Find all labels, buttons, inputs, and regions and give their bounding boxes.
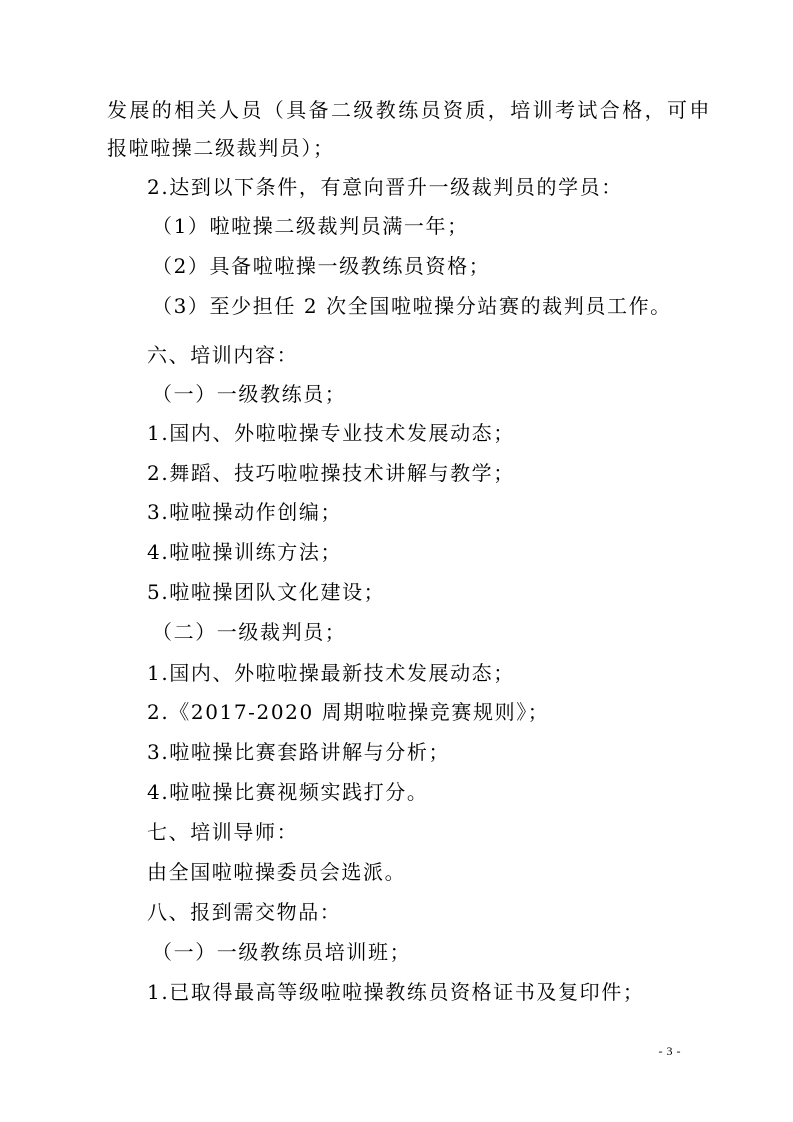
numbered-item: 1.已取得最高等级啦啦操教练员资格证书及复印件； bbox=[147, 980, 645, 1004]
numbered-item: 4.啦啦操训练方法； bbox=[147, 540, 343, 564]
body-text-line: 报啦啦操二级裁判员）； bbox=[107, 136, 335, 160]
numbered-item: 1.国内、外啦啦操专业技术发展动态； bbox=[147, 421, 515, 445]
numbered-item: 2.《2017-2020 周期啦啦操竞赛规则》； bbox=[147, 700, 550, 724]
numbered-item: 2.达到以下条件，有意向晋升一级裁判员的学员： bbox=[147, 175, 623, 199]
subsection-heading: （一）一级教练员； bbox=[152, 382, 347, 406]
section-heading: 七、培训导师： bbox=[147, 820, 299, 844]
numbered-item: 3.啦啦操动作创编； bbox=[147, 500, 343, 524]
body-text-line: 发展的相关人员（具备二级教练员资质，培训考试合格，可申 bbox=[107, 98, 712, 122]
numbered-item: 5.啦啦操团队文化建设； bbox=[147, 580, 386, 604]
sub-item: （3）至少担任 2 次全国啦啦操分站赛的裁判员工作。 bbox=[152, 294, 672, 318]
subsection-heading: （二）一级裁判员； bbox=[152, 620, 347, 644]
body-text-line: 由全国啦啦操委员会选派。 bbox=[147, 860, 407, 884]
numbered-item: 3.啦啦操比赛套路讲解与分析； bbox=[147, 740, 451, 764]
sub-item: （1）啦啦操二级裁判员满一年； bbox=[152, 214, 469, 238]
numbered-item: 2.舞蹈、技巧啦啦操技术讲解与教学； bbox=[147, 461, 515, 485]
numbered-item: 1.国内、外啦啦操最新技术发展动态； bbox=[147, 661, 515, 685]
section-heading: 六、培训内容： bbox=[147, 343, 299, 367]
subsection-heading: （一）一级教练员培训班； bbox=[152, 940, 412, 964]
section-heading: 八、报到需交物品： bbox=[147, 900, 342, 924]
numbered-item: 4.啦啦操比赛视频实践打分。 bbox=[147, 780, 429, 804]
sub-item: （2）具备啦啦操一级教练员资格； bbox=[152, 254, 491, 278]
page-number: - 3 - bbox=[658, 1044, 681, 1058]
